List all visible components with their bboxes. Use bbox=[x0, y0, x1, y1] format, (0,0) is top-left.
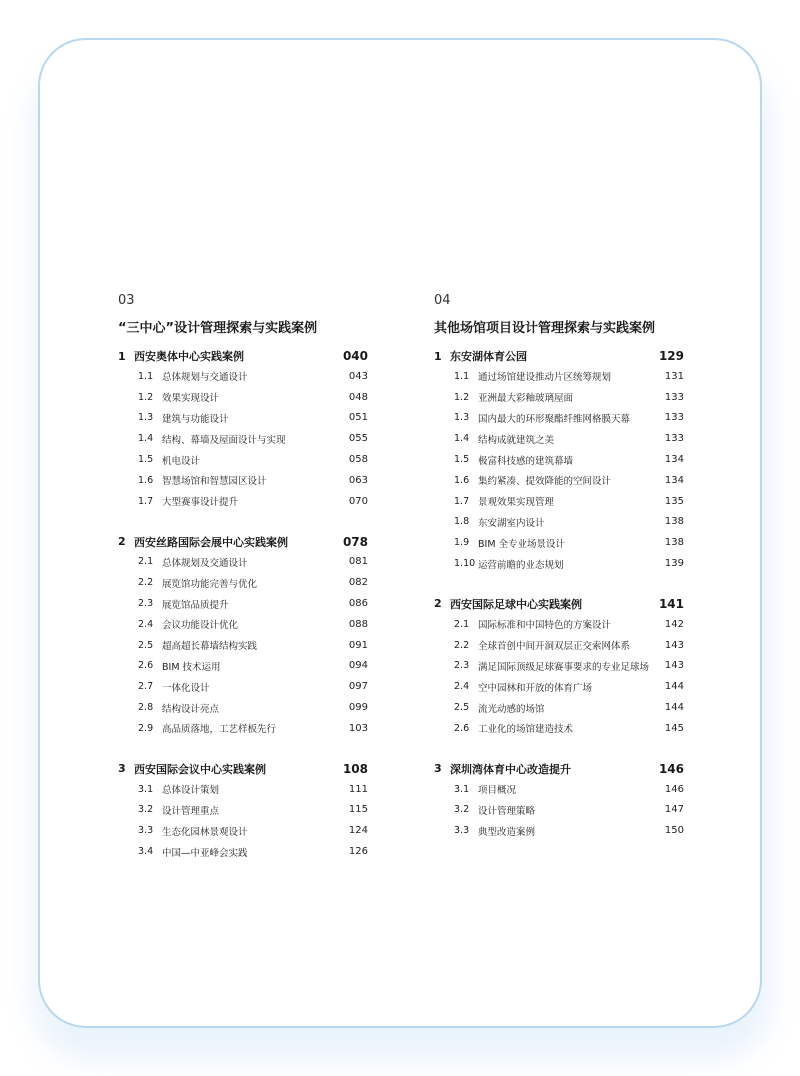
section-page-number: 088 bbox=[348, 618, 368, 630]
section-number: 2.3 bbox=[138, 598, 154, 610]
section-page-number: 103 bbox=[348, 722, 368, 734]
toc-chapter bbox=[434, 346, 684, 574]
chapter-page-number: 146 bbox=[658, 761, 684, 776]
toc-section-entry[interactable] bbox=[434, 820, 684, 841]
section-number: 2.5 bbox=[454, 702, 470, 714]
section-number: 2.2 bbox=[138, 577, 154, 589]
section-page-number: 138 bbox=[664, 516, 684, 528]
section-page-number: 043 bbox=[348, 370, 368, 382]
section-page-number: 058 bbox=[348, 454, 368, 466]
section-page-number: 139 bbox=[664, 558, 684, 570]
chapter-page-number: 108 bbox=[342, 761, 368, 776]
section-page-number: 115 bbox=[348, 804, 368, 816]
section-title: 通过场馆建设推动片区统筹规划 bbox=[478, 372, 612, 384]
toc-section-entry[interactable] bbox=[434, 387, 684, 408]
section-title: 结构设计亮点 bbox=[162, 703, 220, 715]
section-number: 1.5 bbox=[138, 454, 154, 466]
toc-section-entry[interactable] bbox=[118, 800, 368, 821]
section-number: 1.1 bbox=[138, 370, 154, 382]
section-title: 景观效果实现管理 bbox=[478, 497, 555, 509]
toc-section-entry[interactable] bbox=[118, 491, 368, 512]
section-page-number: 145 bbox=[664, 722, 684, 734]
section-number: 1.5 bbox=[454, 454, 470, 466]
chapter-page-number: 141 bbox=[658, 596, 684, 611]
section-title: 总体规划及交通设计 bbox=[162, 557, 248, 569]
toc-section-entry[interactable] bbox=[434, 512, 684, 533]
toc-section-entry[interactable] bbox=[434, 553, 684, 574]
section-number: 1.3 bbox=[454, 412, 470, 424]
toc-chapter bbox=[118, 532, 368, 739]
section-page-number: 094 bbox=[348, 660, 368, 672]
section-number: 3.1 bbox=[138, 783, 154, 795]
section-title: 设计管理策略 bbox=[478, 805, 536, 817]
toc-section-entry[interactable] bbox=[118, 552, 368, 573]
section-title: 亚洲最大彩釉玻璃屋面 bbox=[478, 393, 574, 405]
toc-section-entry[interactable] bbox=[118, 656, 368, 677]
section-title: 展览馆品质提升 bbox=[162, 599, 229, 611]
section-title: 中国—中亚峰会实践 bbox=[162, 847, 248, 859]
section-title: 大型赛事设计提升 bbox=[162, 497, 239, 509]
toc-section-entry[interactable] bbox=[434, 718, 684, 739]
toc-section-entry[interactable] bbox=[118, 366, 368, 387]
chapter-number: 2 bbox=[118, 535, 126, 549]
section-page-number: 144 bbox=[664, 702, 684, 714]
section-number: 1.6 bbox=[454, 474, 470, 486]
toc-section-entry[interactable] bbox=[118, 718, 368, 739]
section-title: 结构成就建筑之美 bbox=[478, 434, 555, 446]
section-page-number: 135 bbox=[664, 495, 684, 507]
chapter-title: 东安湖体育公园 bbox=[450, 350, 527, 363]
section-title: 集约紧凑、提效降能的空间设计 bbox=[478, 476, 612, 488]
chapter-number: 3 bbox=[118, 762, 126, 776]
toc-section-entry[interactable] bbox=[434, 697, 684, 718]
toc-section-entry[interactable] bbox=[118, 593, 368, 614]
section-page-number: 097 bbox=[348, 681, 368, 693]
section-title: 总体设计策划 bbox=[162, 785, 220, 797]
section-number: 2.4 bbox=[138, 618, 154, 630]
toc-section-entry[interactable] bbox=[434, 470, 684, 491]
section-page-number: 051 bbox=[348, 412, 368, 424]
toc-section-entry[interactable] bbox=[434, 656, 684, 677]
section-title: 会议功能设计优化 bbox=[162, 620, 239, 632]
toc-section-entry[interactable] bbox=[434, 532, 684, 553]
section-title: 高品质落地，工艺样板先行 bbox=[162, 724, 277, 736]
section-page-number: 134 bbox=[664, 474, 684, 486]
section-title: 满足国际顶级足球赛事要求的专业足球场 bbox=[478, 661, 650, 673]
toc-section-entry[interactable] bbox=[118, 841, 368, 862]
toc-column-part-04 bbox=[434, 292, 684, 861]
toc-chapter bbox=[434, 594, 684, 739]
toc-section-entry[interactable] bbox=[118, 449, 368, 470]
section-number: 2.7 bbox=[138, 681, 154, 693]
section-page-number: 055 bbox=[348, 433, 368, 445]
toc-section-entry[interactable] bbox=[118, 408, 368, 429]
chapter-page-number: 078 bbox=[342, 534, 368, 549]
section-page-number: 131 bbox=[664, 370, 684, 382]
section-number: 3.4 bbox=[138, 846, 154, 858]
section-number: 2.6 bbox=[138, 660, 154, 672]
section-page-number: 134 bbox=[664, 454, 684, 466]
section-title: BIM 技术运用 bbox=[162, 661, 221, 673]
section-number: 1.2 bbox=[454, 391, 470, 403]
section-number: 2.9 bbox=[138, 722, 154, 734]
chapter-title: 西安国际会议中心实践案例 bbox=[134, 762, 266, 776]
part-title: “三中心”设计管理探索与实践案例 bbox=[118, 321, 318, 336]
toc-column-part-03 bbox=[118, 292, 368, 882]
section-number: 2.1 bbox=[454, 618, 470, 630]
toc-chapter-entry[interactable] bbox=[118, 759, 368, 779]
section-number: 1.3 bbox=[138, 412, 154, 424]
toc-section-entry[interactable] bbox=[118, 428, 368, 449]
toc-section-entry[interactable] bbox=[118, 387, 368, 408]
section-number: 1.2 bbox=[138, 391, 154, 403]
section-number: 3.3 bbox=[454, 825, 470, 837]
toc-section-entry[interactable] bbox=[118, 779, 368, 800]
section-page-number: 070 bbox=[348, 495, 368, 507]
section-number: 1.7 bbox=[454, 495, 470, 507]
toc-section-entry[interactable] bbox=[434, 800, 684, 821]
section-title: 设计管理重点 bbox=[162, 805, 220, 817]
toc-section-entry[interactable] bbox=[118, 820, 368, 841]
section-page-number: 138 bbox=[664, 537, 684, 549]
section-title: BIM 全专业场景设计 bbox=[478, 538, 566, 550]
chapter-title: 西安丝路国际会展中心实践案例 bbox=[134, 535, 288, 549]
section-page-number: 150 bbox=[664, 825, 684, 837]
section-number: 2.1 bbox=[138, 556, 154, 568]
section-number: 2.4 bbox=[454, 681, 470, 693]
toc-section-entry[interactable] bbox=[118, 470, 368, 491]
section-number: 3.3 bbox=[138, 825, 154, 837]
toc-section-entry[interactable] bbox=[434, 676, 684, 697]
toc-section-entry[interactable] bbox=[434, 428, 684, 449]
toc-section-entry[interactable] bbox=[434, 491, 684, 512]
section-title: 效果实现设计 bbox=[162, 393, 220, 405]
section-number: 1.8 bbox=[454, 516, 470, 528]
chapter-title: 西安国际足球中心实践案例 bbox=[450, 597, 582, 611]
toc-section-entry[interactable] bbox=[434, 635, 684, 656]
toc-section-entry[interactable] bbox=[118, 614, 368, 635]
section-page-number: 133 bbox=[664, 412, 684, 424]
part-number: 03 bbox=[118, 293, 135, 308]
toc-chapter bbox=[118, 759, 368, 862]
toc-chapter-entry[interactable] bbox=[434, 759, 684, 779]
part-title: 其他场馆项目设计管理探索与实践案例 bbox=[434, 321, 656, 336]
toc-chapter-entry[interactable] bbox=[434, 594, 684, 614]
section-title: 全球首创中间开洞双层正交索网体系 bbox=[478, 641, 631, 653]
section-title: 空中园林和开放的体育广场 bbox=[478, 682, 593, 694]
section-title: 展览馆功能完善与优化 bbox=[162, 578, 258, 590]
section-page-number: 081 bbox=[348, 556, 368, 568]
toc-section-entry[interactable] bbox=[434, 779, 684, 800]
chapter-number: 1 bbox=[118, 349, 126, 363]
chapter-title: 深圳湾体育中心改造提升 bbox=[450, 762, 571, 776]
section-title: 超高超长幕墙结构实践 bbox=[162, 641, 258, 653]
section-number: 2.3 bbox=[454, 660, 470, 672]
toc-section-entry[interactable] bbox=[118, 676, 368, 697]
chapter-page-number: 129 bbox=[658, 349, 684, 363]
section-title: 生态化园林景观设计 bbox=[162, 826, 248, 838]
chapter-number: 3 bbox=[434, 762, 442, 776]
toc-chapter bbox=[118, 346, 368, 512]
toc-section-entry[interactable] bbox=[118, 572, 368, 593]
section-title: 国内最大的环形聚酯纤维网格膜天幕 bbox=[478, 413, 631, 425]
section-title: 智慧场馆和智慧园区设计 bbox=[162, 476, 267, 488]
toc-section-entry[interactable] bbox=[434, 366, 684, 387]
section-number: 1.4 bbox=[138, 433, 154, 445]
section-page-number: 099 bbox=[348, 702, 368, 714]
section-number: 1.7 bbox=[138, 495, 154, 507]
section-page-number: 143 bbox=[664, 660, 684, 672]
section-page-number: 063 bbox=[348, 474, 368, 486]
section-page-number: 143 bbox=[664, 639, 684, 651]
section-number: 3.2 bbox=[454, 804, 470, 816]
section-page-number: 124 bbox=[348, 825, 368, 837]
toc-section-entry[interactable] bbox=[118, 697, 368, 718]
section-number: 1.9 bbox=[454, 537, 470, 549]
chapter-number: 1 bbox=[434, 349, 442, 363]
toc-chapter-entry[interactable] bbox=[434, 346, 684, 366]
section-title: 结构、幕墙及屋面设计与实现 bbox=[162, 434, 286, 446]
toc-chapter-entry[interactable] bbox=[118, 346, 368, 366]
section-title: 工业化的场馆建造技术 bbox=[478, 724, 574, 736]
section-title: 流光动感的场馆 bbox=[478, 703, 545, 715]
section-page-number: 133 bbox=[664, 433, 684, 445]
section-title: 典型改造案例 bbox=[478, 826, 536, 838]
section-page-number: 133 bbox=[664, 391, 684, 403]
section-page-number: 091 bbox=[348, 639, 368, 651]
section-page-number: 048 bbox=[348, 391, 368, 403]
section-page-number: 126 bbox=[348, 846, 368, 858]
toc-section-entry[interactable] bbox=[118, 635, 368, 656]
toc-section-entry[interactable] bbox=[434, 449, 684, 470]
section-page-number: 147 bbox=[664, 804, 684, 816]
section-title: 东安湖室内设计 bbox=[478, 517, 545, 529]
section-page-number: 146 bbox=[664, 783, 684, 795]
section-number: 2.2 bbox=[454, 639, 470, 651]
chapter-number: 2 bbox=[434, 597, 442, 611]
toc-section-entry[interactable] bbox=[434, 614, 684, 635]
chapter-page-number: 040 bbox=[342, 349, 368, 363]
section-title: 一体化设计 bbox=[162, 682, 210, 694]
toc-section-entry[interactable] bbox=[434, 408, 684, 429]
toc-chapter-entry[interactable] bbox=[118, 532, 368, 552]
section-number: 1.10 bbox=[454, 558, 476, 570]
section-title: 总体规划与交通设计 bbox=[162, 372, 248, 384]
section-number: 3.1 bbox=[454, 783, 470, 795]
section-title: 项目概况 bbox=[478, 785, 517, 797]
section-title: 极富科技感的建筑幕墙 bbox=[478, 455, 574, 467]
section-title: 国际标准和中国特色的方案设计 bbox=[478, 620, 612, 632]
section-number: 2.8 bbox=[138, 702, 154, 714]
section-page-number: 086 bbox=[348, 598, 368, 610]
section-title: 机电设计 bbox=[162, 455, 201, 467]
section-title: 建筑与功能设计 bbox=[162, 413, 229, 425]
section-number: 3.2 bbox=[138, 804, 154, 816]
toc-chapter bbox=[434, 759, 684, 841]
section-page-number: 111 bbox=[348, 783, 368, 795]
section-title: 运营前瞻的业态规划 bbox=[478, 559, 564, 571]
section-number: 2.6 bbox=[454, 722, 470, 734]
section-number: 1.6 bbox=[138, 474, 154, 486]
section-page-number: 144 bbox=[664, 681, 684, 693]
section-number: 2.5 bbox=[138, 639, 154, 651]
section-number: 1.4 bbox=[454, 433, 470, 445]
part-number: 04 bbox=[434, 293, 451, 308]
section-page-number: 082 bbox=[348, 577, 368, 589]
section-page-number: 142 bbox=[664, 618, 684, 630]
chapter-title: 西安奥体中心实践案例 bbox=[134, 350, 244, 363]
section-number: 1.1 bbox=[454, 370, 470, 382]
